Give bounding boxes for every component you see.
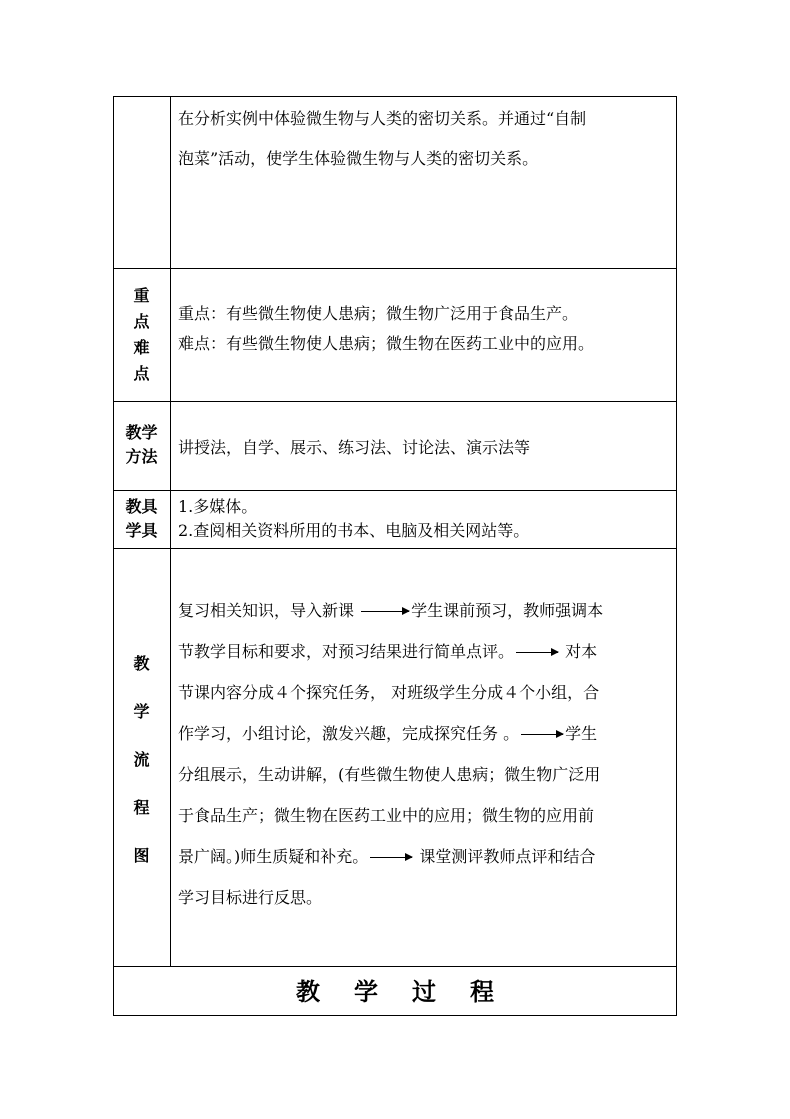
flow-line: 作学习，小组讨论，激发兴趣，完成探究任务 。 学生 <box>178 724 598 743</box>
key-point-line: 重点：有些微生物使人患病；微生物广泛用于食品生产。 <box>178 304 579 323</box>
process-title: 教学过程 <box>296 977 528 1006</box>
row-divider <box>113 268 677 269</box>
methods-label: 教学 方法 <box>125 423 158 466</box>
tools-line: 2.查阅相关资料所用的书本、电脑及相关网站等。 <box>178 521 530 540</box>
lesson-plan-table <box>113 96 677 1016</box>
intro-line: 在分析实例中体验微生物与人类的密切关系。并通过“自制 <box>178 109 587 128</box>
right-arrow-icon <box>370 857 412 858</box>
difficult-point-line: 难点：有些微生物使人患病；微生物在医药工业中的应用。 <box>178 334 595 353</box>
flow-line: 分组展示，生动讲解，(有些微生物使人患病；微生物广泛用 <box>178 765 601 784</box>
tools-line: 1.多媒体。 <box>178 497 258 516</box>
flow-line: 节教学目标和要求，对预习结果进行简单点评。 对本 <box>178 642 598 661</box>
right-arrow-icon <box>516 652 558 653</box>
flow-line: 于食品生产；微生物在医药工业中的应用；微生物的应用前 <box>178 806 595 825</box>
flow-line: 景广阔。)师生质疑和补充。 课堂测评教师点评和结合 <box>178 847 596 866</box>
row-divider <box>113 490 677 491</box>
row-divider <box>113 401 677 402</box>
column-divider <box>170 96 171 966</box>
flow-text <box>178 590 672 918</box>
flow-line: 节课内容分成４个探究任务， 对班级学生分成４个小组，合 <box>178 683 600 702</box>
tools-label: 教具 学具 <box>125 497 158 540</box>
intro-text <box>178 99 672 179</box>
methods-text: 讲授法，自学、展示、练习法、讨论法、演示法等 <box>178 438 531 457</box>
table-border-right <box>676 96 677 1016</box>
key-points-text <box>178 299 672 359</box>
flow-line: 复习相关知识，导入新课 学生课前预习，教师强调本 <box>178 601 604 620</box>
key-points-label: 重 点 难 点 <box>133 286 150 383</box>
right-arrow-icon <box>521 734 563 735</box>
flow-line: 学习目标进行反思。 <box>178 888 323 907</box>
row-divider <box>113 966 677 967</box>
tools-text <box>178 495 672 543</box>
table-border-top <box>113 96 677 97</box>
row-divider <box>113 548 677 549</box>
right-arrow-icon <box>361 611 409 612</box>
flow-label: 教 学 流 程 图 <box>133 654 150 865</box>
intro-line: 泡菜”活动，使学生体验微生物与人类的密切关系。 <box>178 149 539 168</box>
